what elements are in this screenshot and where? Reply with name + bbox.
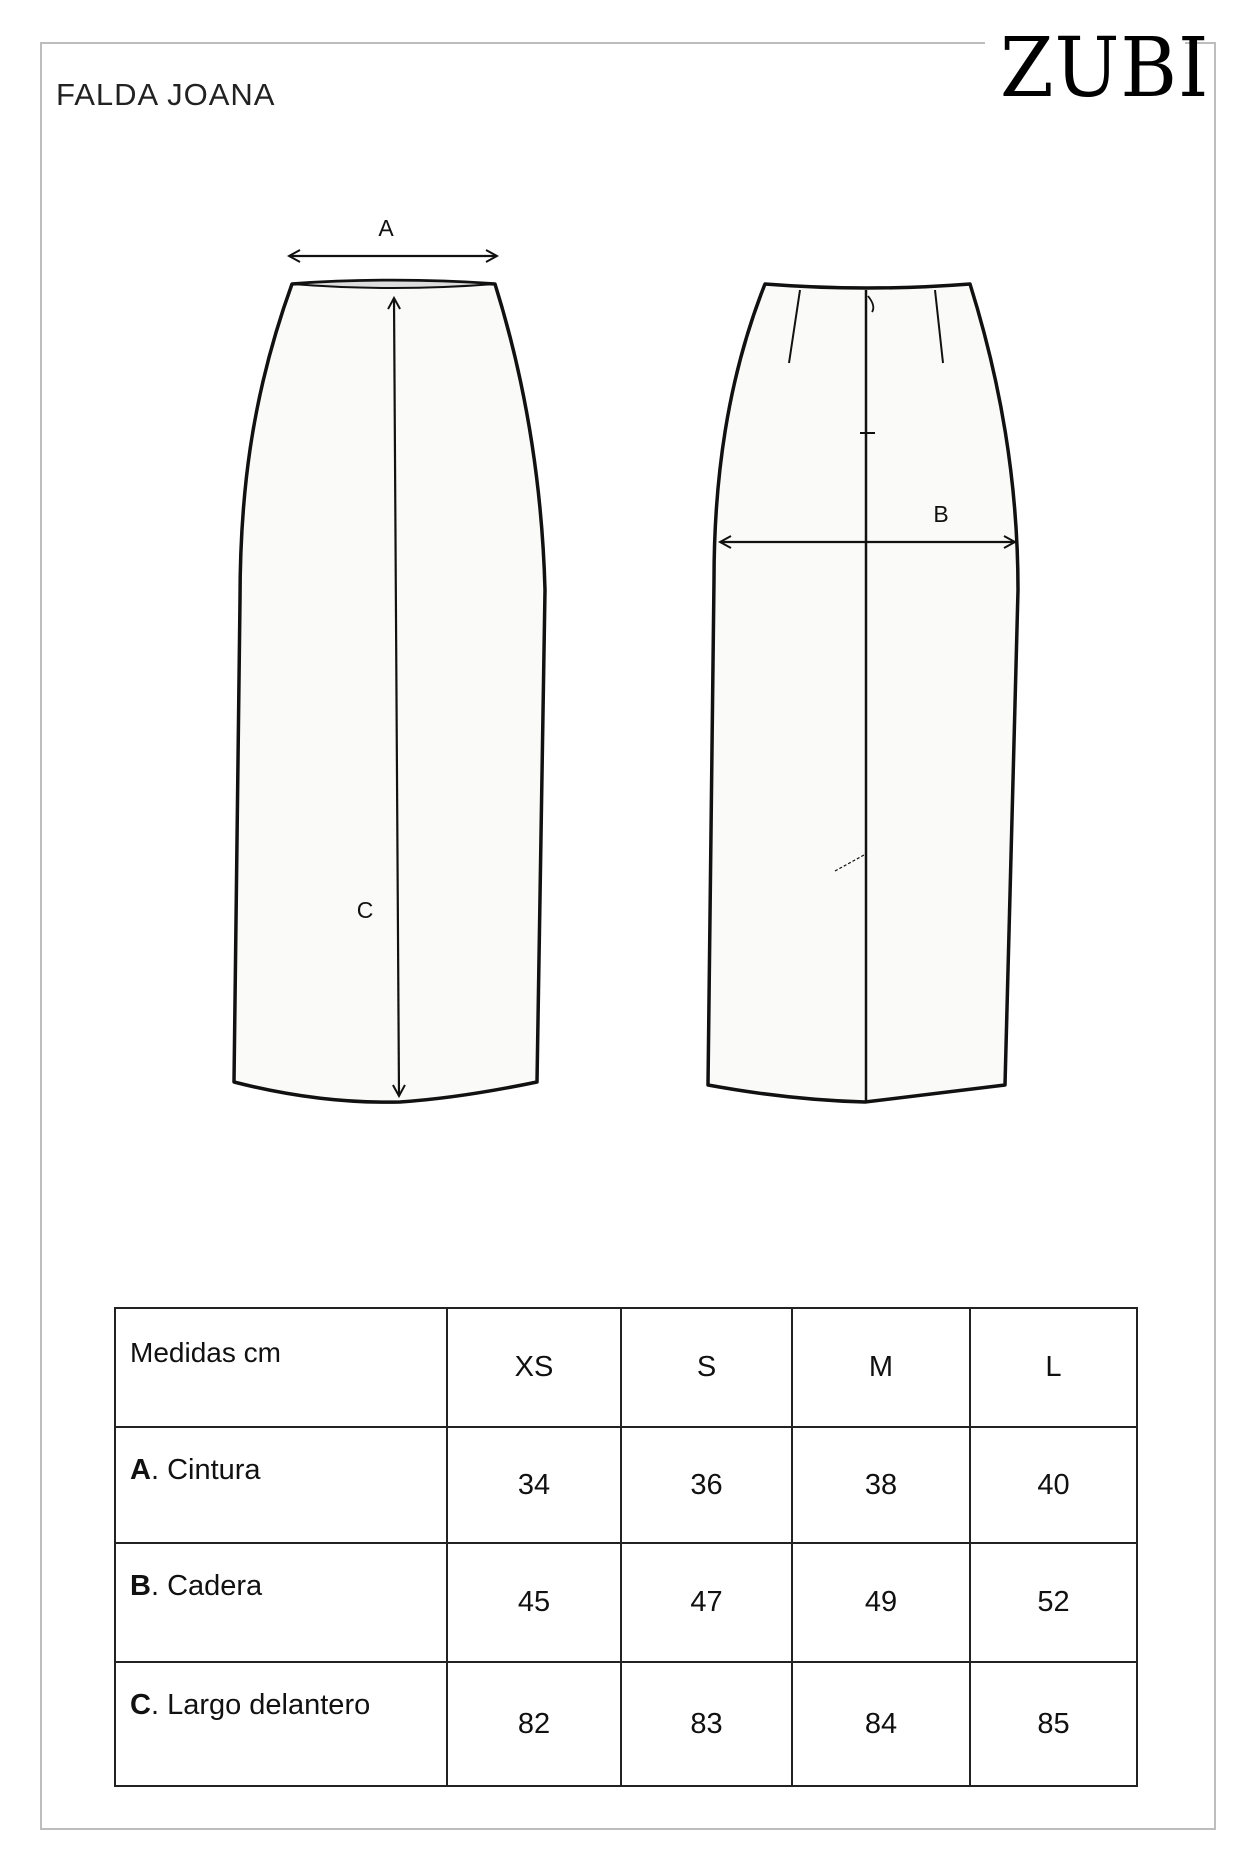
table-cell: 83 <box>621 1662 792 1786</box>
dimension-a-label: A <box>378 215 394 241</box>
table-header-row <box>115 1308 1137 1427</box>
skirt-front-view <box>234 215 545 1102</box>
dimension-c-label: C <box>356 897 374 923</box>
skirt-back-view <box>708 284 1018 1102</box>
table-row <box>115 1427 1137 1543</box>
table-cell: 45 <box>447 1543 621 1662</box>
row-label-cintura <box>115 1427 447 1543</box>
row-name: . Cadera <box>150 1570 263 1602</box>
brand-logo: ZUBI <box>1000 21 1210 116</box>
table-cell: 84 <box>792 1662 970 1786</box>
front-skirt-outline <box>234 281 545 1103</box>
size-header-m: M <box>792 1308 970 1427</box>
measurements-header: Medidas cm <box>115 1308 447 1427</box>
table-row <box>115 1543 1137 1662</box>
front-waistband <box>292 281 495 289</box>
table-cell: 38 <box>792 1427 970 1543</box>
row-letter: B <box>130 1570 151 1602</box>
row-label-largo-delantero <box>115 1662 447 1786</box>
table-cell: 36 <box>621 1427 792 1543</box>
table-cell: 47 <box>621 1543 792 1662</box>
table-cell: 52 <box>970 1543 1137 1662</box>
row-name: . Cintura <box>150 1454 261 1486</box>
dimension-b-label: B <box>933 501 949 527</box>
table-cell: 40 <box>970 1427 1137 1543</box>
table-cell: 82 <box>447 1662 621 1786</box>
row-label-cadera <box>115 1543 447 1662</box>
product-title: FALDA JOANA <box>56 77 276 112</box>
size-header-s: S <box>621 1308 792 1427</box>
back-skirt-outline <box>708 284 1018 1102</box>
table-cell: 34 <box>447 1427 621 1543</box>
size-chart-table <box>114 1307 1138 1787</box>
size-header-xs: XS <box>447 1308 621 1427</box>
table-cell: 49 <box>792 1543 970 1662</box>
row-name: . Largo delantero <box>150 1689 371 1721</box>
size-header-l: L <box>970 1308 1137 1427</box>
table-row <box>115 1662 1137 1786</box>
row-letter: A <box>130 1454 151 1486</box>
row-letter: C <box>130 1689 151 1721</box>
table-cell: 85 <box>970 1662 1137 1786</box>
